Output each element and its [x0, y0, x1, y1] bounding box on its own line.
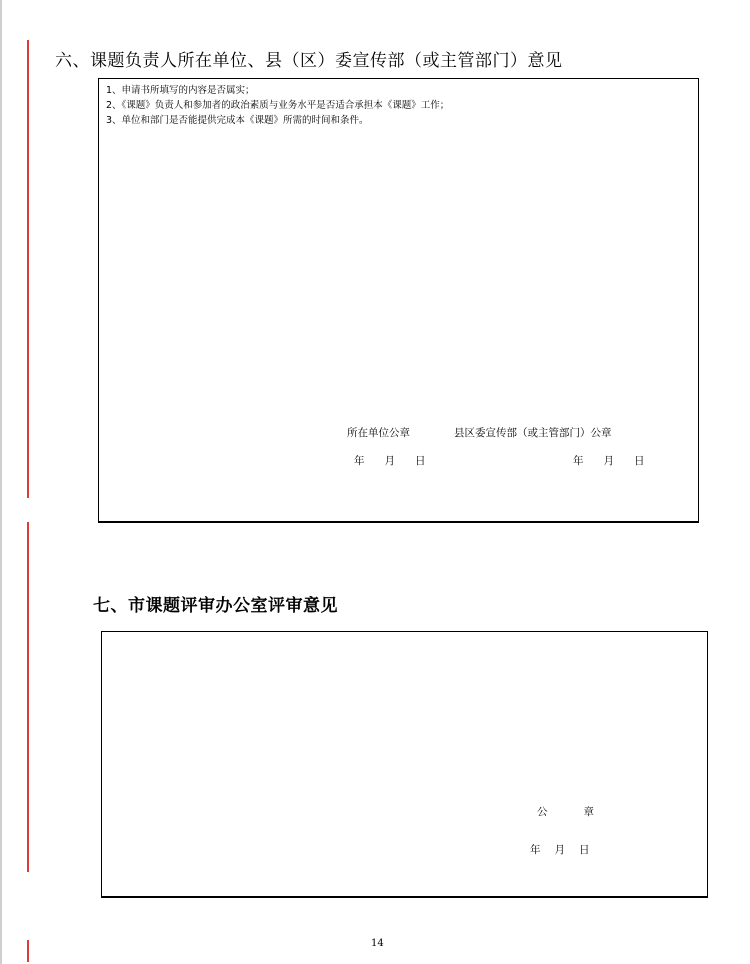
margin-line	[27, 40, 29, 498]
date-day: 日	[634, 455, 645, 467]
date-year: 年	[530, 844, 541, 856]
note-item: 3、单位和部门是否能提供完成本《课题》所需的时间和条件。	[106, 115, 369, 126]
date-month: 月	[603, 455, 614, 467]
margin-line	[27, 522, 29, 872]
dept-date	[573, 453, 665, 468]
margin-line	[27, 940, 29, 962]
date-day: 日	[579, 844, 590, 856]
seal-char: 章	[583, 806, 594, 818]
date-year: 年	[573, 455, 584, 467]
date-day: 日	[415, 455, 426, 467]
page-number: 14	[371, 938, 384, 949]
section-6-heading: 六、课题负责人所在单位、县（区）委宣传部（或主管部门）意见	[55, 51, 563, 71]
seal-char: 公	[537, 806, 548, 818]
date-year: 年	[354, 455, 365, 467]
section-6-notes	[106, 83, 449, 128]
section-6-opinion-box	[98, 78, 699, 523]
date-month: 月	[384, 455, 395, 467]
unit-date	[354, 453, 446, 468]
date-month: 月	[554, 844, 565, 856]
section-7-heading: 七、市课题评审办公室评审意见	[93, 596, 338, 616]
note-item: 2、《课题》负责人和参加者的政治素质与业务水平是否适合承担本《课题》工作；	[106, 100, 450, 111]
page-left-edge	[0, 0, 2, 964]
dept-seal-label: 县区委宣传部（或主管部门）公章	[454, 427, 612, 439]
unit-seal-label: 所在单位公章	[347, 427, 410, 439]
seal-label	[537, 804, 630, 819]
note-item: 1、申请书所填写的内容是否属实；	[106, 85, 255, 96]
section-7-opinion-box	[101, 631, 708, 898]
review-date	[530, 842, 604, 857]
